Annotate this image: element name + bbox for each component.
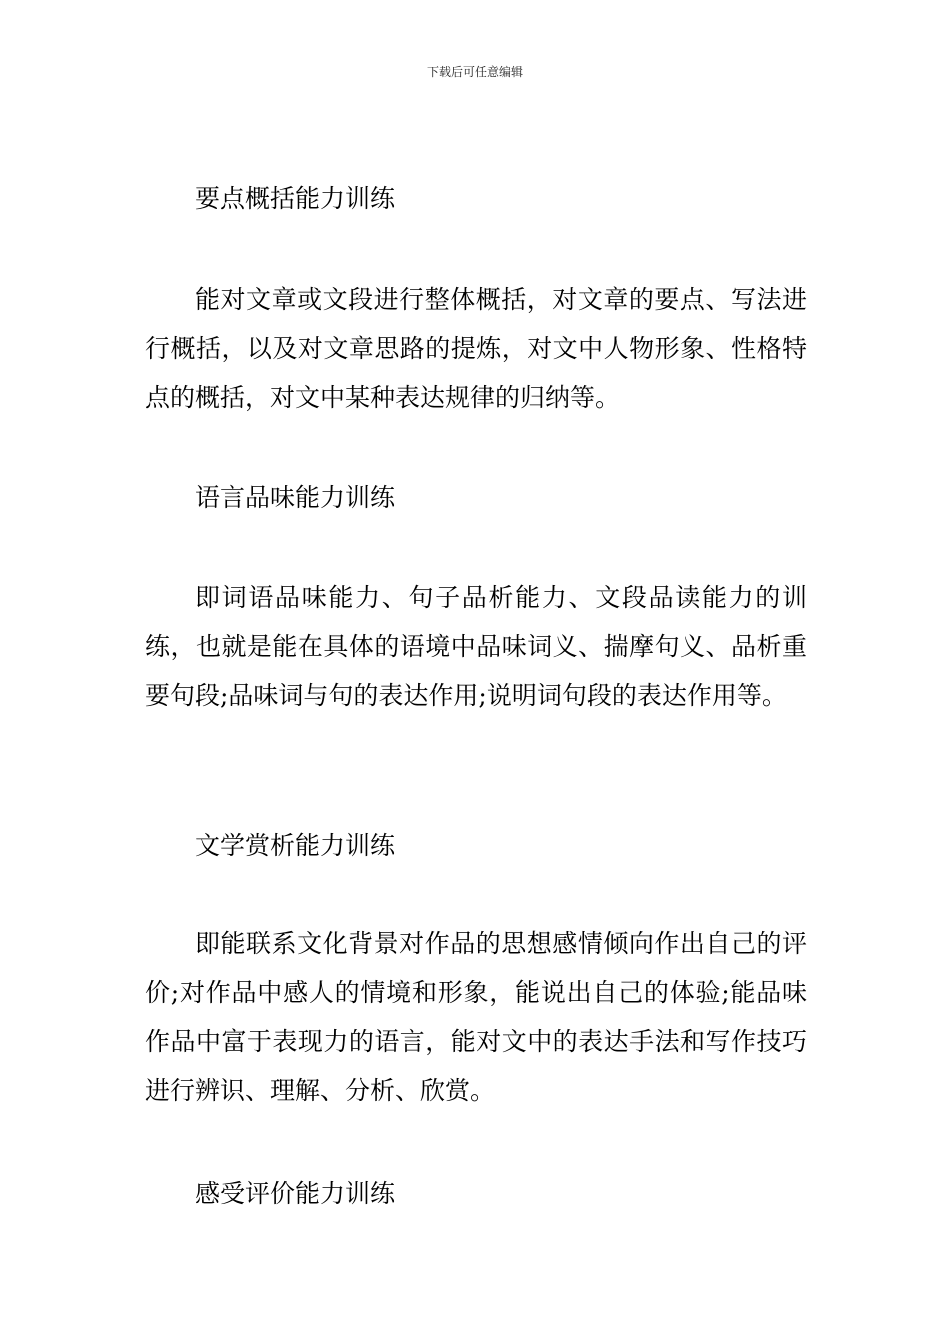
section-heading-literature: 文学赏析能力训练 [195,831,396,860]
section-paragraph-summary: 能对文章或文段进行整体概括，对文章的要点、写法进行概括，以及对文章思路的提炼，对文中人物形象、性格特点的概括，对文中某种表达规律的归纳等。 [145,285,807,412]
page-header-note: 下载后可任意编辑 [426,65,523,79]
section-heading-evaluation: 感受评价能力训练 [195,1179,396,1208]
section-paragraph-language: 即词语品味能力、句子品析能力、文段品读能力的训练，也就是能在具体的语境中品味词义、揣摩句义、品析重要句段;品味词与句的表达作用;说明词句段的表达作用等。 [145,583,807,710]
section-heading-language: 语言品味能力训练 [195,483,396,512]
section-heading-summary: 要点概括能力训练 [195,184,396,213]
section-paragraph-literature: 即能联系文化背景对作品的思想感情倾向作出自己的评价;对作品中感人的情境和形象，能说出自己的体验;能品味作品中富于表现力的语言，能对文中的表达手法和写作技巧进行辨识、理解、分析、欣赏。 [145,929,807,1105]
